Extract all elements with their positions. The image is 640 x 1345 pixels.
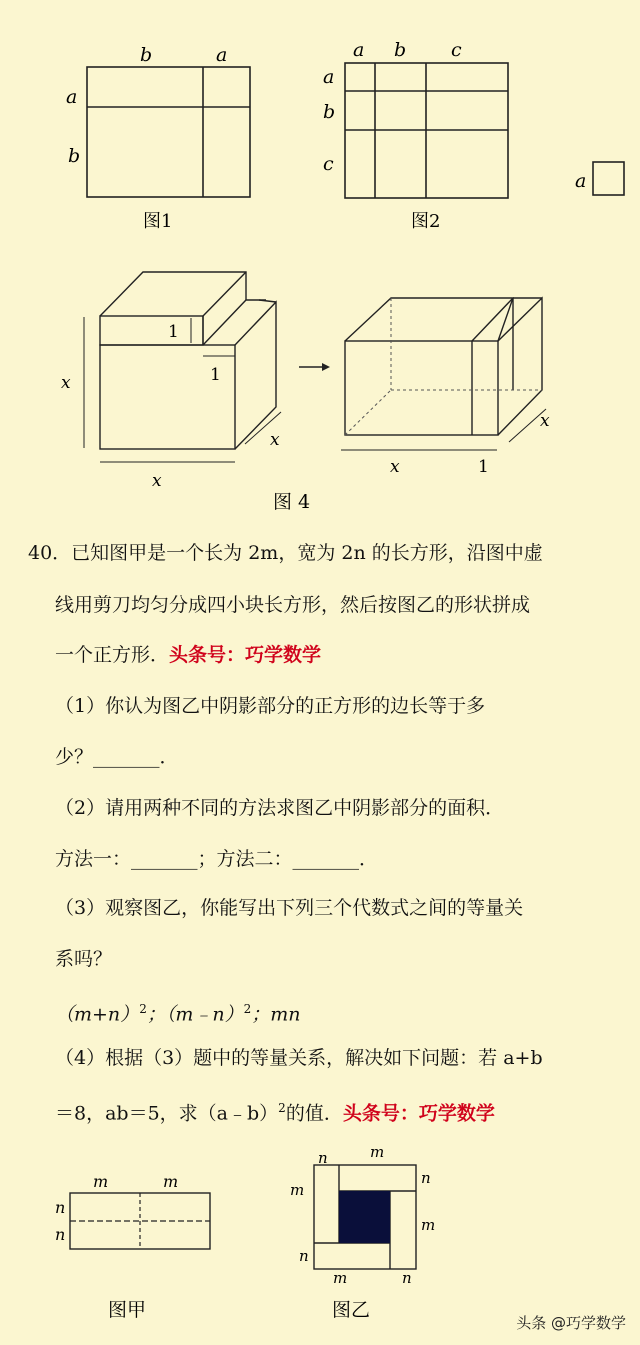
- q2-line-2: 方法一：_______；方法二：_______．: [55, 848, 379, 870]
- q4-sup: 2: [278, 1101, 286, 1115]
- jia-m-1: m: [93, 1172, 109, 1191]
- fig4-x-left: x: [61, 373, 71, 393]
- fig4-caption: 图 4: [273, 491, 311, 513]
- fig1-label-a-top: a: [216, 44, 228, 66]
- yi-caption: 图乙: [332, 1299, 371, 1321]
- fig2-label-a-top: a: [353, 39, 365, 61]
- q4-line-1: （4）根据（3）题中的等量关系，解决如下问题：若 a+b: [55, 1047, 543, 1069]
- q3-sup-1: 2: [139, 1002, 147, 1016]
- small-square-label: a: [575, 170, 587, 192]
- yi-n-right: n: [421, 1169, 431, 1187]
- inline-watermark: 头条号：巧学数学: [169, 644, 322, 666]
- fig4-one-top: 1: [168, 322, 179, 342]
- q3-expr-c: ；mn: [251, 1003, 301, 1026]
- fig2-label-c-left: c: [323, 153, 334, 175]
- jia-n-2: n: [55, 1225, 66, 1244]
- q3-line-2: 系吗？: [55, 948, 113, 970]
- problem-line-2: 线用剪刀均匀分成四小块长方形，然后按图乙的形状拼成: [55, 594, 531, 616]
- figure-1: [0, 0, 640, 240]
- fig4-right-x-bottom: x: [390, 457, 400, 477]
- footer-watermark: 头条 @巧学数学: [516, 1314, 626, 1332]
- inline-watermark-2: 头条号：巧学数学: [342, 1102, 495, 1125]
- q4-line-2: [55, 1096, 635, 1125]
- fig4-right-x-depth: x: [540, 411, 550, 431]
- problem-line-3: [55, 643, 635, 667]
- yi-m-right: m: [421, 1216, 436, 1234]
- yi-n-bottom-right: n: [402, 1269, 412, 1287]
- q4-line-2-text: ＝8，ab＝5，求（a﹣b）: [55, 1102, 279, 1125]
- fig2-label-a-left: a: [323, 66, 335, 88]
- yi-m-bottom: m: [333, 1269, 348, 1287]
- fig1-label-a-left: a: [66, 86, 78, 108]
- q1-line-1: （1）你认为图乙中阴影部分的正方形的边长等于多: [55, 695, 486, 717]
- bottom-figures: [0, 1140, 640, 1340]
- fig4-x-depth: x: [270, 430, 280, 450]
- yi-n-top-left: n: [318, 1149, 328, 1167]
- q3-line-1: （3）观察图乙，你能写出下列三个代数式之间的等量关: [55, 897, 524, 919]
- figure-4: [0, 250, 640, 520]
- fig2-label-b-top: b: [394, 39, 407, 61]
- q3-expressions: [55, 997, 635, 1026]
- fig2-caption: 图2: [411, 211, 441, 232]
- problem-line-3-text: 一个正方形．: [55, 644, 170, 666]
- yi-n-left: n: [299, 1247, 309, 1265]
- jia-n-1: n: [55, 1198, 66, 1217]
- fig1-label-b-left: b: [68, 145, 81, 167]
- problem-line-1: 40．已知图甲是一个长为 2m，宽为 2n 的长方形，沿图中虚: [28, 542, 543, 564]
- fig2-label-c-top: c: [451, 39, 462, 61]
- fig4-right-one: 1: [478, 457, 489, 477]
- yi-m-left: m: [290, 1181, 305, 1199]
- fig4-one-side: 1: [210, 365, 221, 385]
- q3-expr-b: ；（m﹣n）: [146, 1003, 244, 1026]
- fig1-caption: 图1: [143, 211, 173, 232]
- q2-line-1: （2）请用两种不同的方法求图乙中阴影部分的面积．: [55, 797, 505, 819]
- fig2-label-b-left: b: [323, 101, 336, 123]
- fig4-x-bottom: x: [152, 471, 162, 491]
- jia-m-2: m: [163, 1172, 179, 1191]
- q3-expr-a: （m+n）: [55, 1003, 140, 1026]
- q1-line-2: 少？_______．: [55, 746, 179, 768]
- q3-sup-2: 2: [243, 1002, 252, 1016]
- yi-m-top: m: [370, 1143, 385, 1161]
- q4-line-2-tail: 的值．: [285, 1102, 343, 1125]
- fig1-label-b-top: b: [140, 44, 153, 66]
- jia-caption: 图甲: [108, 1299, 147, 1321]
